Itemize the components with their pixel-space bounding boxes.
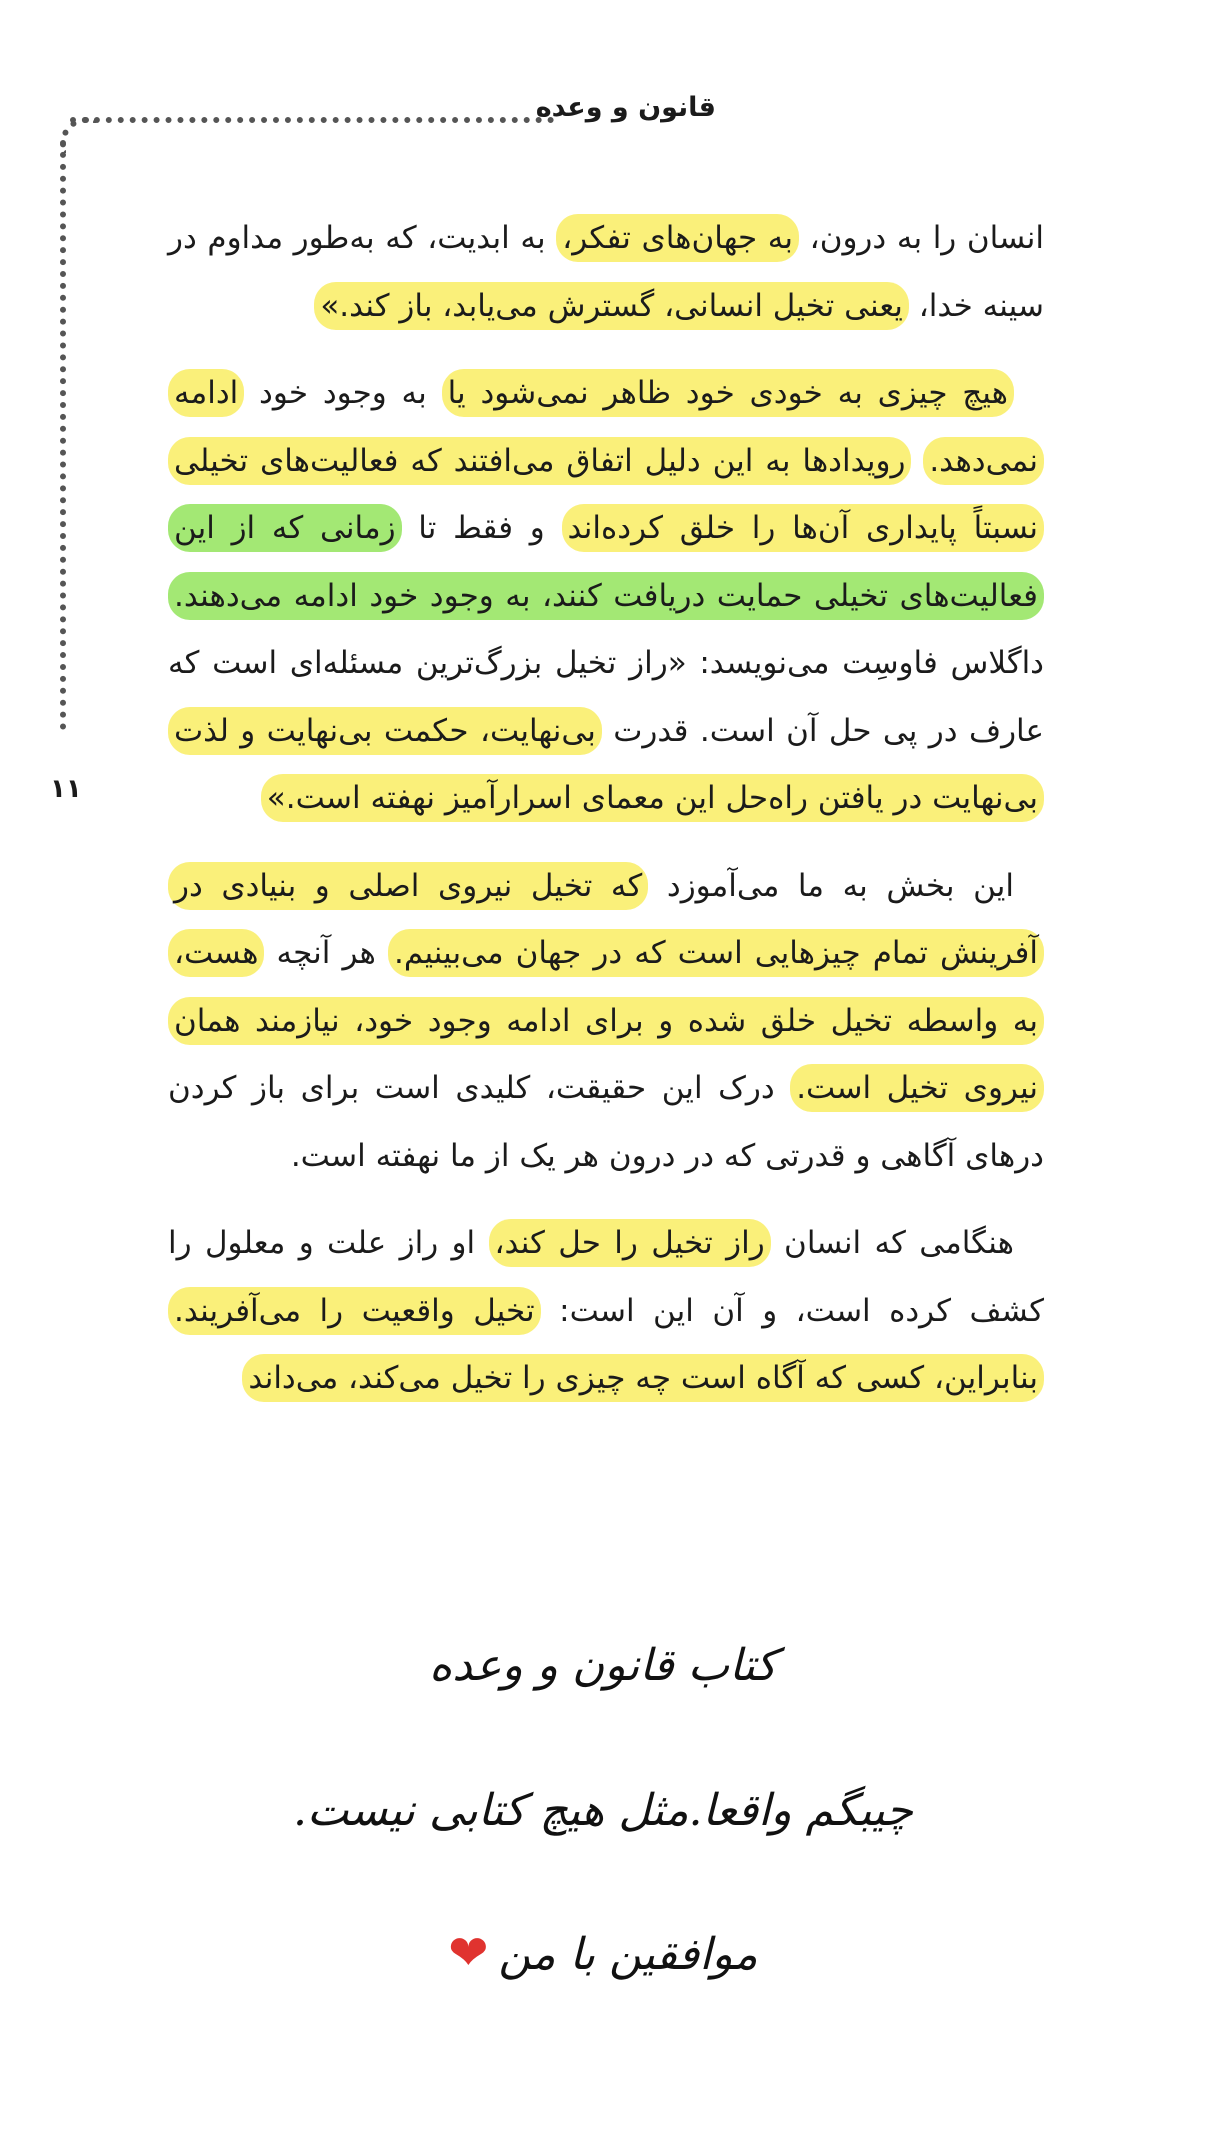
handwritten-line-comment: چیبگم واقعا.مثل هیچ کتابی نیست. (293, 1785, 913, 1836)
text-run: درک این حقیقت، کلیدی است برای باز کردن درهای آگاهی و قدرتی که در درون هر یک از ما نهفته است. (168, 1070, 1044, 1174)
highlight-yellow: به جهان‌های تفکر، (556, 214, 799, 262)
highlight-yellow: راز تخیل را حل کند، (489, 1219, 771, 1267)
text-run: هنگامی که انسان (770, 1225, 1014, 1261)
paragraph (168, 853, 1044, 1191)
heart-icon: ❤ (448, 1925, 489, 1981)
page-number: ۱۱ (50, 774, 82, 804)
text-run: داگلاس فاوسِت می‌نویسد: «راز تخیل بزرگ‌ترین مسئله‌ای است که عارف در پی حل آن است. قدرت (168, 645, 1044, 749)
paragraph (168, 360, 1044, 833)
running-header-title: قانون و وعده (535, 92, 716, 123)
handwritten-line-title: کتاب قانون و وعده (429, 1640, 777, 1691)
highlight-yellow: رویدادها به این دلیل اتفاق می‌افتند که فعالیت‌های تخیلی نسبتاً پایداری آن‌ها را خلق کرده‌اند (168, 437, 1044, 553)
text-run: به ابدیت، که به‌طور مداوم در سینه خدا، (168, 220, 1044, 324)
highlight-yellow: تخیل واقعیت را می‌آفریند. (168, 1287, 541, 1335)
paragraph (168, 1210, 1044, 1413)
dotted-frame-top (70, 117, 554, 123)
text-run: هر آنچه (264, 935, 388, 971)
text-run: این بخش به ما می‌آموزد (648, 867, 1014, 904)
highlight-yellow: بنابراین، کسی که آگاه است چه چیزی را تخیل می‌کند، می‌داند (242, 1354, 1044, 1402)
text-run (911, 443, 923, 479)
highlight-yellow: هست، به واسطه تخیل خلق شده و برای ادامه وجود خود، نیازمند همان نیروی تخیل است. (168, 929, 1044, 1112)
paragraph (168, 205, 1044, 340)
dotted-frame-left (60, 140, 66, 730)
handwritten-agree-text: موافقین با من (498, 1929, 758, 1980)
text-run: او راز علت و معلول را کشف کرده است، و آن این است: (168, 1225, 1044, 1329)
handwritten-line-agree (0, 1925, 1206, 1981)
highlight-yellow: بی‌نهایت، حکمت بی‌نهایت و لذت بی‌نهایت در یافتن راه‌حل این معمای اسرارآمیز نهفته است.» (168, 707, 1044, 823)
text-run: و فقط تا (401, 510, 562, 546)
highlight-yellow: هیچ چیزی به خودی خود ظاهر نمی‌شود یا (442, 369, 1014, 417)
highlight-yellow: ادامه نمی‌دهد. (168, 369, 1044, 485)
text-run: به وجود خود (244, 375, 442, 411)
text-run: انسان را به درون، (799, 220, 1045, 256)
highlight-yellow: یعنی تخیل انسانی، گسترش می‌یابد، باز کند.» (314, 282, 909, 330)
highlight-yellow: که تخیل نیروی اصلی و بنیادی در آفرینش تمام چیزهایی است که در جهان می‌بینیم. (168, 862, 1044, 978)
highlight-green: زمانی که از این فعالیت‌های تخیلی حمایت دریافت کنند، به وجود خود ادامه می‌دهند. (168, 504, 1044, 620)
book-body-text (168, 205, 1044, 1413)
